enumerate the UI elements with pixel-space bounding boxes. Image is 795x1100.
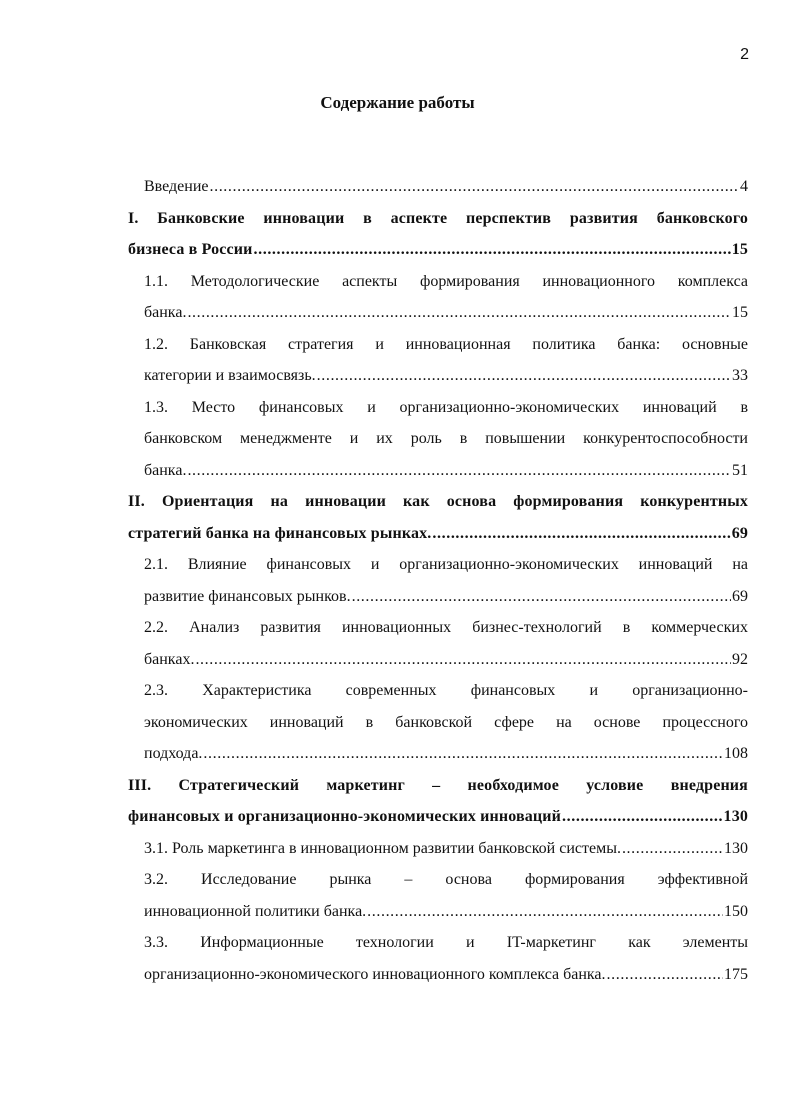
toc-page-number: 69 [731,524,748,542]
page-number: 2 [740,46,749,63]
toc-entry-label: Введение [144,178,209,195]
section-3-1 [144,833,748,865]
section-3-2-end [144,896,748,928]
section-1-2: 1.2. Банковская стратегия и инновационная политика банка: основные [144,335,748,353]
toc-entry-label: банка. [144,461,187,479]
toc-entry-label: бизнеса в России [128,241,253,258]
toc-entry-label: категории и взаимосвязь. [144,367,316,384]
toc-page-number: 15 [731,241,748,258]
section-3-3-end [144,959,748,991]
chapter-3-title: III. Стратегический маркетинг – необходимое условие внедрения [128,776,748,794]
section-2-3: 2.3. Характеристика современных финансовых и организационно- [144,682,748,699]
dot-leader [367,896,723,928]
toc-page-number: 175 [724,965,748,983]
section-1-1-end [144,297,748,329]
section-1-3: 1.3. Место финансовых и организационно-экономических инноваций в [144,398,748,416]
dot-leader [622,833,723,865]
dot-leader [352,581,731,613]
section-2-1-end [144,581,748,613]
toc-page-number: 130 [724,839,748,857]
section-2-2-end [144,644,748,676]
section-2-2: 2.2. Анализ развития инновационных бизнес-технологий в коммерческих [144,619,748,636]
toc-entry-label: организационно-экономического инновационного комплекса банка. [144,965,606,983]
section-2-3-end [144,738,748,770]
toc-page-number: 15 [732,304,748,321]
toc-entry-label: банка. [144,304,187,321]
toc-page-number: 108 [724,745,748,762]
dot-leader [187,297,731,329]
toc-page-number: 92 [732,650,748,668]
toc-entry-label: развитие финансовых рынков. [144,587,351,605]
section-2-1: 2.1. Влияние финансовых и организационно-экономических инноваций на [144,556,748,573]
dot-leader [195,644,731,676]
dot-leader [607,959,723,991]
toc-page-number: 51 [732,461,748,479]
toc-entry-intro [144,171,748,203]
toc-entry-label: финансовых и организационно-экономических инноваций [128,808,562,825]
dot-leader [210,171,740,203]
toc-page-number: 4 [740,178,748,195]
chapter-2-title-end [128,518,748,550]
chapter-2-title: II. Ориентация на инновации как основа формирования конкурентных [128,493,748,510]
toc-page-number: 150 [724,902,748,920]
toc-page-number: 130 [723,808,748,825]
dot-leader [432,518,730,550]
dot-leader [317,360,731,392]
section-1-2-end [144,360,748,392]
table-of-contents [128,171,748,990]
section-3-2: 3.2. Исследование рынка – основа формирования эффективной [144,871,748,888]
chapter-1-title-end [128,234,748,266]
section-1-3-end [144,455,748,487]
dot-leader [187,455,731,487]
toc-entry-label: банках. [144,650,195,668]
dot-leader [562,801,723,833]
section-1-1: 1.1. Методологические аспекты формирования инновационного комплекса [144,272,748,290]
toc-page-number: 33 [732,367,748,384]
page-title: Содержание работы [320,93,475,112]
toc-entry-label: инновационной политики банка. [144,902,367,920]
chapter-1-title: I. Банковские инновации в аспекте перспектив развития банковского [128,209,748,227]
toc-entry-label: 3.1. Роль маркетинга в инновационном развитии банковской системы. [144,839,621,857]
toc-page-number: 69 [732,587,748,605]
section-3-3: 3.3. Информационные технологии и IT-маркетинг как элементы [144,934,748,951]
section-2-3-cont: экономических инноваций в банковской сфере на основе процессного [144,713,748,731]
dot-leader [203,738,723,770]
toc-entry-label: подхода. [144,745,203,762]
chapter-3-title-end [128,801,748,833]
toc-entry-label: стратегий банка на финансовых рынках. [128,524,432,542]
dot-leader [254,234,731,266]
section-1-3-cont: банковском менеджменте и их роль в повышении конкурентоспособности [144,430,748,447]
